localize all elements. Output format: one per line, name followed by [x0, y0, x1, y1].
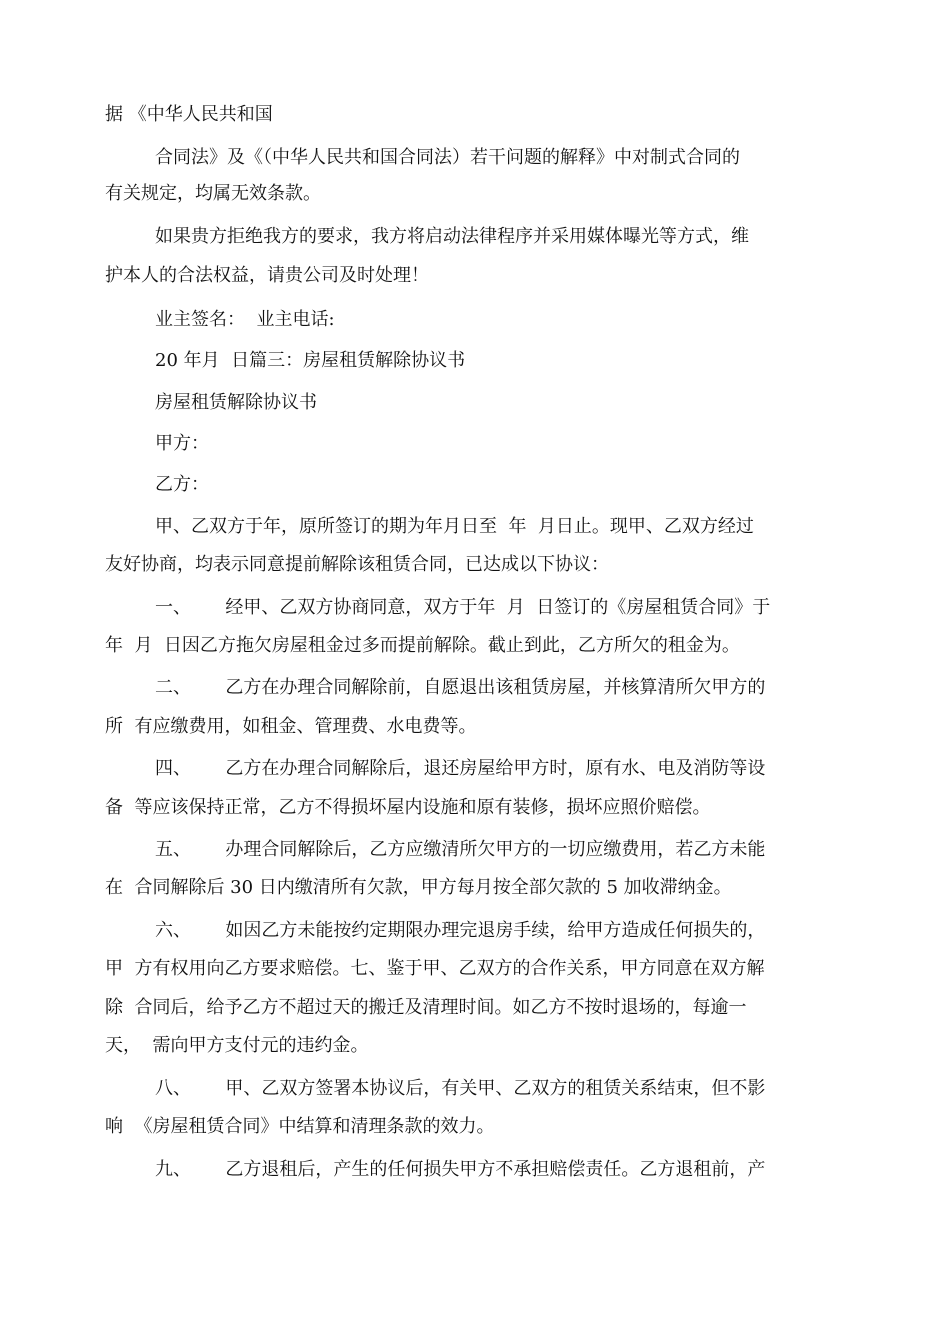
text-line: 据 《中华人民共和国	[105, 104, 273, 125]
text-line: 有关规定，均属无效条款。	[105, 183, 321, 204]
text-line: 年 月 日因乙方拖欠房屋租金过多而提前解除。截止到此，乙方所欠的租金为。	[105, 635, 740, 656]
text-line: 一、 经甲、乙双方协商同意，双方于年 月 日签订的《房屋租赁合同》于	[155, 597, 771, 618]
text-line: 业主签名： 业主电话:	[155, 309, 335, 330]
text-line: 房屋租赁解除协议书	[155, 392, 317, 413]
text-line: 护本人的合法权益，请贵公司及时处理！	[105, 265, 429, 286]
text-line: 九、 乙方退租后，产生的任何损失甲方不承担赔偿责任。乙方退租前，产	[155, 1159, 766, 1180]
text-line: 所 有应缴费用，如租金、管理费、水电费等。	[105, 716, 477, 737]
text-line: 甲方：	[155, 433, 209, 454]
text-line: 乙方：	[155, 474, 209, 495]
text-line: 除 合同后，给予乙方不超过天的搬迁及清理时间。如乙方不按时退场的，每逾一	[105, 997, 747, 1018]
text-line: 天， 需向甲方支付元的违约金。	[105, 1035, 369, 1056]
text-line: 甲、乙双方于年，原所签订的期为年月日至 年 月日止。现甲、乙双方经过	[155, 516, 754, 537]
text-line: 备 等应该保持正常，乙方不得损坏屋内设施和原有装修，损坏应照价赔偿。	[105, 797, 711, 818]
text-line: 20 年月 日篇三：房屋租赁解除协议书	[155, 350, 466, 371]
text-line: 响 《房屋租赁合同》中结算和清理条款的效力。	[105, 1116, 495, 1137]
text-line: 六、 如因乙方未能按约定期限办理完退房手续，给甲方造成任何损失的，	[155, 920, 766, 941]
text-line: 如果贵方拒绝我方的要求，我方将启动法律程序并采用媒体曝光等方式，维	[155, 226, 749, 247]
text-line: 八、 甲、乙双方签署本协议后，有关甲、乙双方的租赁关系结束，但不影	[155, 1078, 766, 1099]
text-line: 友好协商，均表示同意提前解除该租赁合同，已达成以下协议：	[105, 554, 609, 575]
text-line: 甲 方有权用向乙方要求赔偿。七、鉴于甲、乙双方的合作关系，甲方同意在双方解	[105, 958, 765, 979]
text-line: 合同法》及《（中华人民共和国合同法）若干问题的解释》中对制式合同的	[155, 147, 740, 168]
text-line: 二、 乙方在办理合同解除前，自愿退出该租赁房屋，并核算清所欠甲方的	[155, 677, 766, 698]
text-line: 四、 乙方在办理合同解除后，退还房屋给甲方时，原有水、电及消防等设	[155, 758, 766, 779]
text-line: 在 合同解除后 30 日内缴清所有欠款，甲方每月按全部欠款的 5 加收滞纳金。	[105, 877, 732, 898]
text-line: 五、 办理合同解除后，乙方应缴清所欠甲方的一切应缴费用，若乙方未能	[155, 839, 766, 860]
